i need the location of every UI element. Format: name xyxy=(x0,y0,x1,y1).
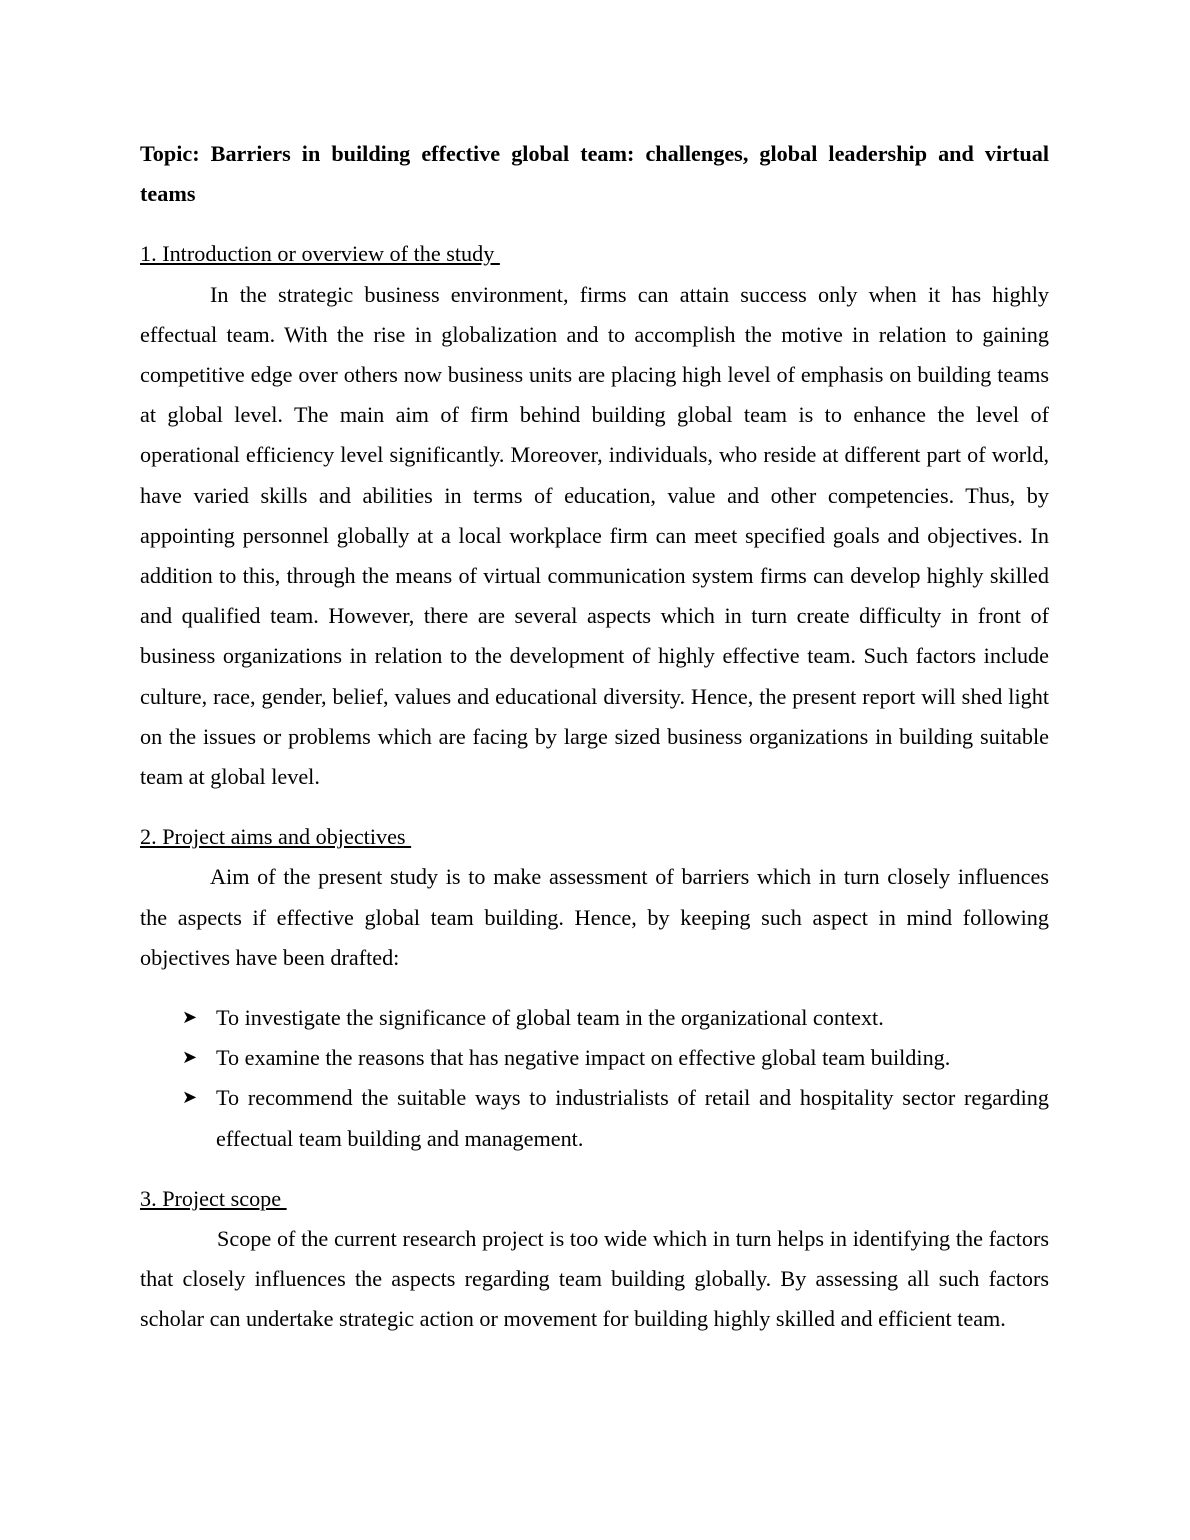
objective-text: To examine the reasons that has negative impact on effective global team building. xyxy=(216,1045,951,1071)
introduction-paragraph: In the strategic business environment, firms can attain success only when it has highly effectual team. With the rise in globalization and to accomplish the motive in relation to gaining competitive edge over others now business units are placing high level of emphasis on building teams at global level. The main aim of firm behind building global team is to enhance the level of operational efficiency level significantly. Moreover, individuals, who reside at different part of world, have varied skills and abilities in terms of education, value and other competencies. Thus, by appointing personnel globally at a local workplace firm can meet specified goals and objectives. In addition to this, through the means of virtual communication system firms can develop highly skilled and qualified team. However, there are several aspects which in turn create difficulty in front of business organizations in relation to the development of highly effective team. Such factors include culture, race, gender, belief, values and educational diversity. Hence, the present report will shed light on the issues or problems which are facing by large sized business organizations in building suitable team at global level. xyxy=(140,281,1049,790)
list-item xyxy=(140,998,1049,1038)
section-heading-aims-objectives: 2. Project aims and objectives xyxy=(140,824,412,850)
objectives-list xyxy=(140,998,1049,1159)
arrowhead-bullet-icon: ➤ xyxy=(182,1087,198,1109)
scope-paragraph: Scope of the current research project is too wide which in turn helps in identifying the factors that closely influences the aspects regarding team building globally. By assessing all such factors scholar can undertake strategic action or movement for building highly skilled and efficient team. xyxy=(140,1226,1049,1332)
arrowhead-bullet-icon: ➤ xyxy=(182,1007,198,1029)
objective-text: To recommend the suitable ways to industrialists of retail and hospitality sector regarding effectual team building and management. xyxy=(216,1085,1049,1151)
section-heading-introduction: 1. Introduction or overview of the study xyxy=(140,241,500,267)
section-heading-scope: 3. Project scope xyxy=(140,1185,287,1211)
document-title: Topic: Barriers in building effective global team: challenges, global leadership and virtual teams xyxy=(140,141,1049,207)
list-item xyxy=(140,1078,1049,1158)
list-item xyxy=(140,1038,1049,1078)
arrowhead-bullet-icon: ➤ xyxy=(182,1047,198,1069)
objective-text: To investigate the significance of global team in the organizational context. xyxy=(216,1005,884,1031)
document-page xyxy=(140,134,1049,1340)
aims-paragraph: Aim of the present study is to make assessment of barriers which in turn closely influences the aspects if effective global team building. Hence, by keeping such aspect in mind following objectives have been drafted: xyxy=(140,864,1049,970)
